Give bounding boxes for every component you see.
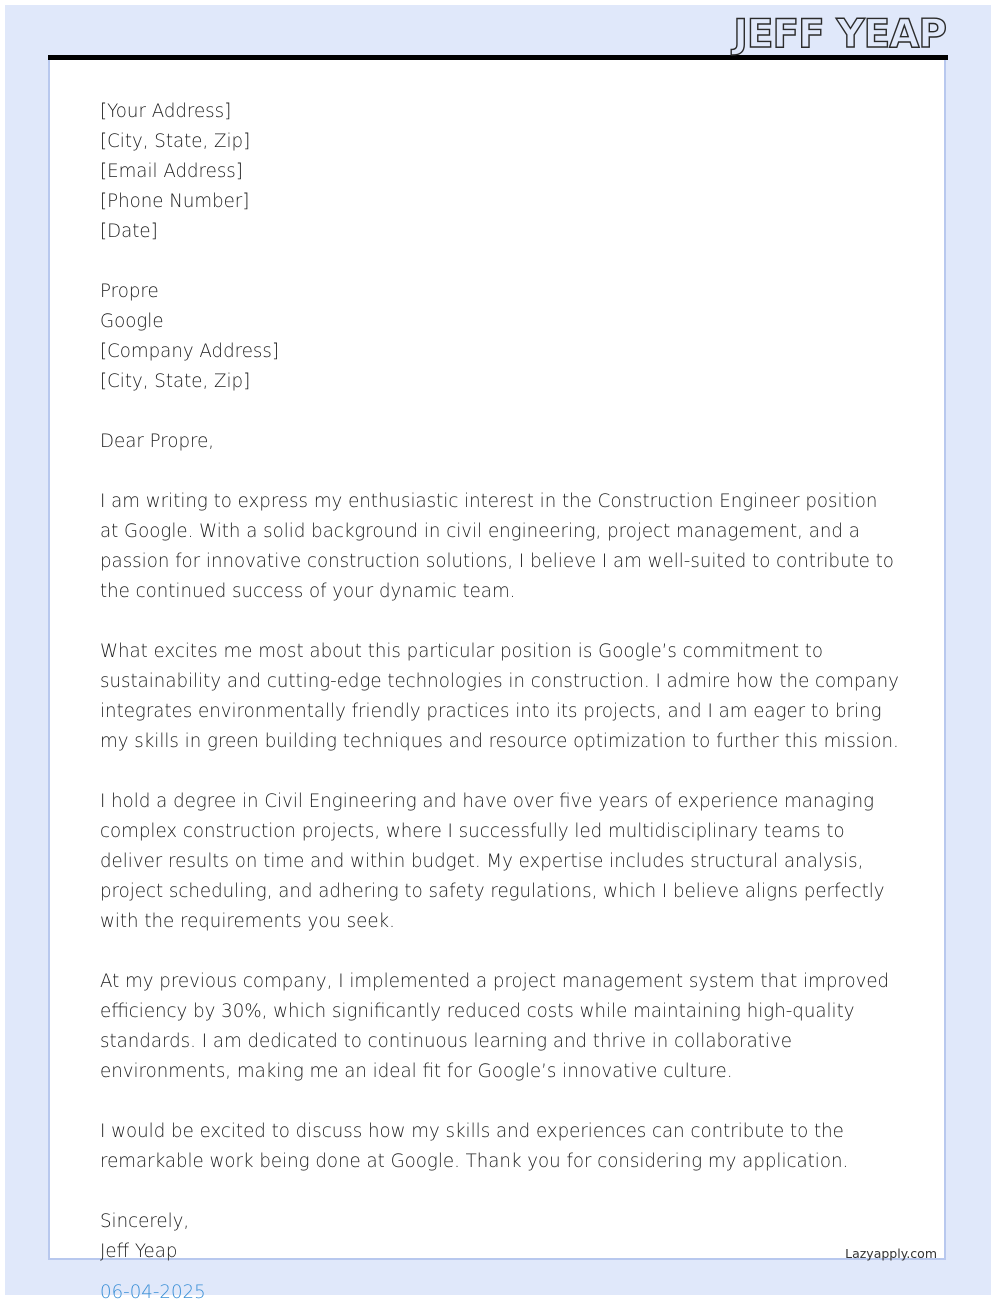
sender-line: [Email Address]: [100, 161, 243, 182]
recipient-line: Propre: [100, 281, 159, 302]
closing-block: [100, 1207, 900, 1267]
body-paragraph: I would be excited to discuss how my skills and experiences can contribute to the remarkable work being done at Google. Thank you for considering my application.: [100, 1121, 849, 1172]
signature: Jeff Yeap: [100, 1241, 178, 1262]
salutation: Dear Propre,: [100, 431, 215, 452]
sender-line: [Phone Number]: [100, 191, 250, 212]
cover-letter: [100, 97, 900, 1297]
brand-watermark: Lazyapply.com: [845, 1246, 937, 1261]
sender-line: [Your Address]: [100, 101, 232, 122]
sender-block: [100, 97, 900, 247]
body-paragraph: What excites me most about this particular position is Google’s commitment to sustainability and cutting-edge technologies in construction. I admire how the company integrates environmentally friendly practices into its projects, and I am eager to bring my skills in green building techniques and resource optimization to further this mission.: [100, 641, 899, 752]
sender-line: [Date]: [100, 221, 158, 242]
recipient-line: Google: [100, 311, 164, 332]
body-paragraph: At my previous company, I implemented a project management system that improved efficiency by 30%, which significantly reduced costs while maintaining high-quality standards. I am dedicated to continuous learning and thrive in collaborative environments, making me an ideal fit for Google’s innovative culture.: [100, 971, 890, 1082]
body-paragraph: I am writing to express my enthusiastic interest in the Construction Engineer position at Google. With a solid background in civil engineering, project management, and a passion for innovative construction solutions, I believe I am well-suited to contribute to the continued success of your dynamic team.: [100, 491, 894, 602]
applicant-name: JEFF YEAP: [733, 12, 946, 57]
sender-line: [City, State, Zip]: [100, 131, 251, 152]
recipient-block: [100, 277, 900, 397]
body-paragraph: I hold a degree in Civil Engineering and have over five years of experience managing complex construction projects, where I successfully led multidisciplinary teams to deliver results on time and within budget. My expertise includes structural analysis, project scheduling, and adhering to safety regulations, which I believe aligns perfectly with the requirements you seek.: [100, 791, 885, 932]
recipient-line: [City, State, Zip]: [100, 371, 251, 392]
recipient-line: [Company Address]: [100, 341, 279, 362]
valediction: Sincerely,: [100, 1211, 190, 1232]
letter-date: 06-04-2025: [100, 1282, 206, 1303]
